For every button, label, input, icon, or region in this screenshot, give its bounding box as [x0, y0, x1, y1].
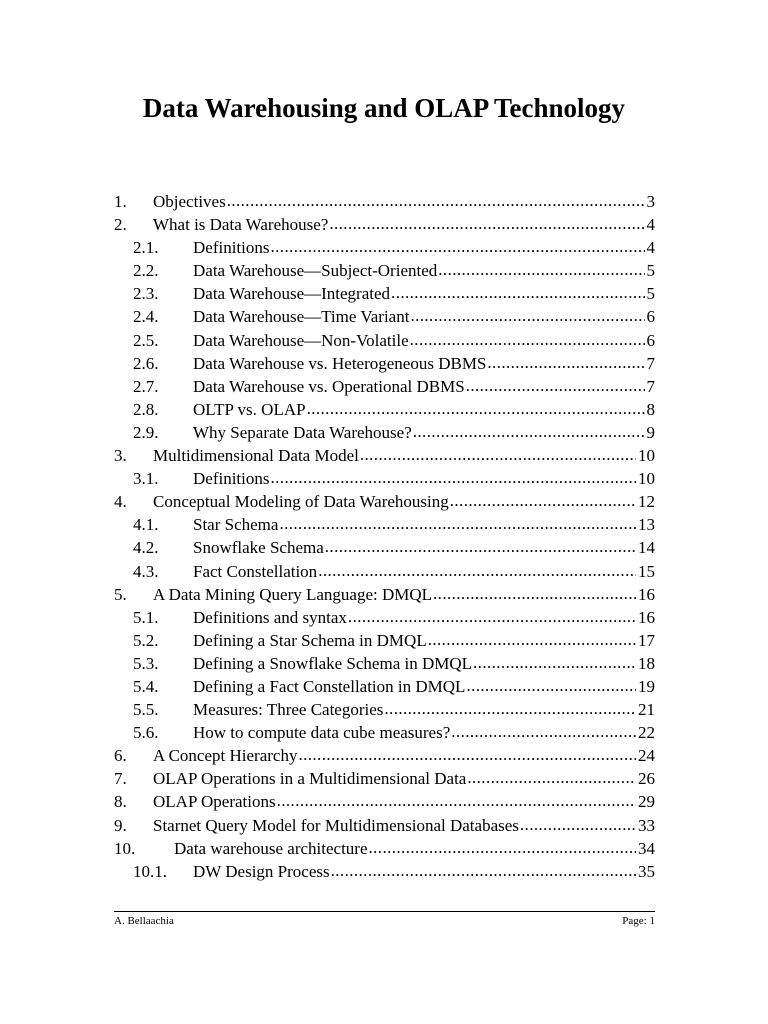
toc-entry-title: Definitions: [193, 469, 270, 489]
toc-dot-leader: [450, 489, 636, 512]
toc-entry[interactable]: [114, 352, 655, 375]
toc-entry-title: Data warehouse architecture: [174, 838, 368, 858]
footer-page-number: Page: 1: [622, 915, 655, 927]
toc-entry[interactable]: [114, 375, 655, 398]
toc-entry-page: 17: [638, 630, 655, 650]
toc-entry-title: Starnet Query Model for Multidimensional Databases: [153, 815, 519, 835]
toc-entry[interactable]: [114, 190, 655, 213]
toc-entry-page: 7: [646, 353, 655, 373]
toc-entry-page: 13: [638, 515, 655, 535]
toc-entry-number: 5.6.: [133, 723, 159, 743]
toc-entry[interactable]: [114, 790, 655, 813]
toc-entry-page: 35: [638, 861, 655, 881]
toc-entry-title: OLTP vs. OLAP: [193, 399, 306, 419]
toc-entry-page: 12: [638, 492, 655, 512]
toc-entry-number: 2.5.: [133, 330, 159, 350]
toc-entry-page: 19: [638, 676, 655, 696]
toc-dot-leader: [277, 789, 636, 812]
toc-entry[interactable]: [114, 767, 655, 790]
toc-dot-leader: [433, 582, 636, 605]
toc-entry-number: 2.6.: [133, 353, 159, 373]
toc-entry-title: Definitions: [193, 238, 270, 258]
toc-dot-leader: [466, 374, 645, 397]
toc-entry-page: 33: [638, 815, 655, 835]
toc-entry[interactable]: [114, 236, 655, 259]
toc-entry[interactable]: [114, 259, 655, 282]
toc-entry-title: Fact Constellation: [193, 561, 318, 581]
toc-entry-number: 2.7.: [133, 376, 159, 396]
toc-entry-title: Why Separate Data Warehouse?: [193, 422, 412, 442]
toc-dot-leader: [438, 258, 644, 281]
toc-entry-number: 2.2.: [133, 261, 159, 281]
toc-entry-title: DW Design Process: [193, 861, 330, 881]
toc-entry-page: 7: [646, 376, 655, 396]
toc-entry-page: 4: [646, 238, 655, 258]
toc-dot-leader: [391, 281, 644, 304]
toc-dot-leader: [428, 628, 636, 651]
toc-entry-title: How to compute data cube measures?: [193, 723, 451, 743]
toc-entry-title: Data Warehouse—Integrated: [193, 284, 391, 304]
toc-entry-title: Data Warehouse—Time Variant: [193, 307, 410, 327]
toc-entry-title: Defining a Star Schema in DMQL: [193, 630, 427, 650]
table-of-contents: [114, 190, 655, 883]
toc-entry-page: 16: [638, 584, 655, 604]
toc-dot-leader: [227, 189, 645, 212]
toc-entry-title: Multidimensional Data Model: [153, 446, 359, 466]
toc-dot-leader: [466, 674, 636, 697]
toc-entry-page: 5: [646, 261, 655, 281]
toc-entry-page: 4: [646, 215, 655, 235]
toc-entry[interactable]: [114, 698, 655, 721]
footer-author: A. Bellaachia: [114, 915, 174, 927]
toc-entry[interactable]: [114, 652, 655, 675]
toc-entry-page: 24: [638, 746, 655, 766]
toc-entry[interactable]: [114, 513, 655, 536]
toc-dot-leader: [329, 212, 644, 235]
toc-entry-title: Defining a Snowflake Schema in DMQL: [193, 653, 473, 673]
toc-entry-number: 9.: [114, 815, 127, 835]
toc-entry[interactable]: [114, 837, 655, 860]
toc-entry[interactable]: [114, 467, 655, 490]
toc-dot-leader: [473, 651, 636, 674]
toc-entry-number: 4.: [114, 492, 127, 512]
toc-entry-number: 2.9.: [133, 422, 159, 442]
toc-entry-page: 9: [646, 422, 655, 442]
toc-entry-page: 15: [638, 561, 655, 581]
toc-dot-leader: [307, 397, 645, 420]
toc-entry-page: 10: [638, 446, 655, 466]
toc-entry-number: 5.1.: [133, 607, 159, 627]
toc-entry-number: 2.3.: [133, 284, 159, 304]
toc-dot-leader: [384, 697, 636, 720]
toc-dot-leader: [520, 813, 636, 836]
toc-entry[interactable]: [114, 444, 655, 467]
toc-entry-number: 10.1.: [133, 861, 167, 881]
toc-entry-page: 34: [638, 838, 655, 858]
toc-entry-title: Conceptual Modeling of Data Warehousing: [153, 492, 449, 512]
toc-entry-title: OLAP Operations in a Multidimensional Data: [153, 769, 467, 789]
toc-entry-title: Definitions and syntax: [193, 607, 347, 627]
toc-dot-leader: [410, 304, 644, 327]
toc-entry[interactable]: [114, 329, 655, 352]
toc-entry-title: Measures: Three Categories: [193, 700, 384, 720]
toc-entry-title: Snowflake Schema: [193, 538, 324, 558]
toc-dot-leader: [451, 720, 636, 743]
toc-entry[interactable]: [114, 560, 655, 583]
toc-entry-page: 8: [646, 399, 655, 419]
toc-entry-title: Data Warehouse vs. Operational DBMS: [193, 376, 465, 396]
toc-entry-page: 22: [638, 723, 655, 743]
toc-entry[interactable]: [114, 305, 655, 328]
toc-entry-title: A Data Mining Query Language: DMQL: [153, 584, 433, 604]
toc-dot-leader: [413, 420, 645, 443]
toc-entry[interactable]: [114, 583, 655, 606]
toc-dot-leader: [271, 235, 645, 258]
toc-dot-leader: [271, 466, 637, 489]
toc-entry-number: 6.: [114, 746, 127, 766]
toc-entry[interactable]: [114, 421, 655, 444]
toc-entry-number: 2.4.: [133, 307, 159, 327]
toc-entry-page: 29: [638, 792, 655, 812]
toc-entry-title: Data Warehouse vs. Heterogeneous DBMS: [193, 353, 487, 373]
toc-entry-title: OLAP Operations: [153, 792, 276, 812]
toc-entry-number: 2.: [114, 215, 127, 235]
toc-entry-number: 5.2.: [133, 630, 159, 650]
toc-entry-number: 2.8.: [133, 399, 159, 419]
toc-entry-number: 3.1.: [133, 469, 159, 489]
toc-entry[interactable]: [114, 675, 655, 698]
toc-entry[interactable]: [114, 490, 655, 513]
toc-dot-leader: [410, 328, 645, 351]
toc-entry-number: 10.: [114, 838, 136, 858]
toc-entry-title: Star Schema: [193, 515, 279, 535]
toc-entry-page: 18: [638, 653, 655, 673]
toc-entry-number: 8.: [114, 792, 127, 812]
footer-divider: [114, 911, 655, 912]
toc-entry-number: 3.: [114, 446, 127, 466]
toc-entry-number: 5.4.: [133, 676, 159, 696]
toc-entry-page: 3: [646, 192, 655, 211]
toc-dot-leader: [487, 351, 644, 374]
toc-entry-page: 10: [638, 469, 655, 489]
toc-entry[interactable]: [114, 398, 655, 421]
toc-entry[interactable]: [114, 213, 655, 236]
toc-entry-number: 5.5.: [133, 700, 159, 720]
toc-dot-leader: [360, 443, 636, 466]
toc-entry-page: 14: [638, 538, 655, 558]
toc-dot-leader: [369, 836, 637, 859]
document-title: Data Warehousing and OLAP Technology: [142, 93, 626, 123]
toc-dot-leader: [318, 559, 636, 582]
toc-entry[interactable]: [114, 744, 655, 767]
toc-entry[interactable]: [114, 721, 655, 744]
toc-entry-title: Objectives: [153, 192, 226, 211]
toc-entry-page: 6: [646, 307, 655, 327]
toc-dot-leader: [279, 512, 636, 535]
toc-entry-title: Defining a Fact Constellation in DMQL: [193, 676, 466, 696]
toc-entry[interactable]: [114, 282, 655, 305]
toc-entry-title: What is Data Warehouse?: [153, 215, 329, 235]
toc-entry-number: 4.1.: [133, 515, 159, 535]
toc-entry-number: 5.: [114, 584, 127, 604]
toc-dot-leader: [325, 535, 636, 558]
toc-entry-number: 5.3.: [133, 653, 159, 673]
toc-dot-leader: [331, 859, 636, 882]
toc-entry-page: 6: [646, 330, 655, 350]
toc-entry-number: 4.3.: [133, 561, 159, 581]
toc-entry-title: Data Warehouse—Subject-Oriented: [193, 261, 438, 281]
toc-entry[interactable]: [114, 606, 655, 629]
toc-entry[interactable]: [114, 629, 655, 652]
toc-entry[interactable]: [114, 536, 655, 559]
toc-dot-leader: [348, 605, 636, 628]
toc-entry-page: 21: [638, 700, 655, 720]
toc-entry-page: 16: [638, 607, 655, 627]
toc-entry-number: 7.: [114, 769, 127, 789]
toc-entry[interactable]: [114, 860, 655, 883]
toc-entry-number: 1.: [114, 192, 127, 211]
toc-entry[interactable]: [114, 814, 655, 837]
toc-entry-page: 26: [638, 769, 655, 789]
toc-entry-page: 5: [646, 284, 655, 304]
toc-entry-title: A Concept Hierarchy: [153, 746, 298, 766]
toc-entry-number: 4.2.: [133, 538, 159, 558]
toc-dot-leader: [467, 766, 636, 789]
toc-entry-number: 2.1.: [133, 238, 159, 258]
toc-dot-leader: [298, 743, 636, 766]
toc-entry-title: Data Warehouse—Non-Volatile: [193, 330, 409, 350]
